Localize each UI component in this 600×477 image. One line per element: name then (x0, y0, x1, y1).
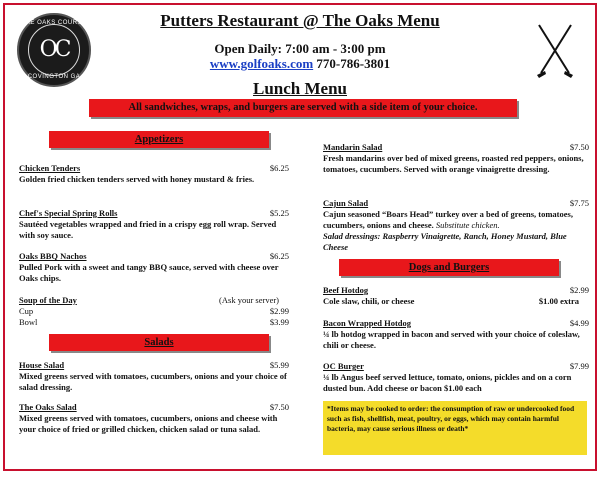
soup-cup-label: Cup (19, 306, 34, 316)
oaks-course-logo (17, 13, 91, 87)
opening-hours: Open Daily: 7:00 am - 3:00 pm (214, 41, 386, 56)
section-header-salads: Salads (49, 334, 269, 351)
menu-item-soup (19, 295, 289, 328)
salad-dressings: Salad dressings: Raspberry Vinaigrette, Ranch, Honey Mustard, Blue Cheese (323, 231, 567, 252)
soup-cup-price: $2.99 (269, 306, 289, 316)
item-price: $7.99 (569, 361, 589, 371)
item-name: House Salad (19, 360, 65, 370)
item-price: $7.50 (269, 402, 289, 412)
menu-title: Lunch Menu (253, 79, 347, 98)
item-description: ¼ lb hotdog wrapped in bacon and served with your choice of coleslaw, chili or cheese. (323, 329, 580, 350)
item-name: Oaks BBQ Nachos (19, 251, 87, 261)
section-header-dogs-burgers: Dogs and Burgers (339, 259, 559, 276)
item-substitute-note: Substitute chicken. (435, 220, 500, 230)
item-name: Mandarin Salad (323, 142, 383, 152)
item-price: $6.25 (269, 163, 289, 173)
menu-item-bbq-nachos (19, 251, 289, 284)
item-description: Cole slaw, chili, or cheese (323, 296, 415, 306)
item-name: Soup of the Day (19, 295, 77, 305)
menu-item-spring-rolls (19, 208, 289, 241)
item-description: Mixed greens served with tomatoes, cucumbers, onions and your choice of salad dressing. (19, 371, 287, 392)
item-price: $2.99 (569, 285, 589, 295)
item-name: Beef Hotdog (323, 285, 369, 295)
item-price: $7.75 (569, 198, 589, 208)
item-price: $4.99 (569, 318, 589, 328)
menu-item-beef-hotdog (323, 285, 589, 307)
menu-item-chicken-tenders (19, 163, 289, 185)
soup-bowl-price: $3.99 (269, 317, 289, 327)
item-name: Chef's Special Spring Rolls (19, 208, 118, 218)
item-description: Sautéed vegetables wrapped and fried in a crispy egg roll wrap. Served with soy sauce. (19, 219, 277, 240)
item-price: $7.50 (569, 142, 589, 152)
item-description: Mixed greens served with tomatoes, cucumbers, onions and cheese with your choice of fried or grilled chicken, chicken salad or tuna salad. (19, 413, 278, 434)
item-name: The Oaks Salad (19, 402, 77, 412)
page-title: Putters Restaurant @ The Oaks Menu (160, 11, 440, 30)
logo-bottom-text: COVINGTON GA (27, 74, 81, 80)
menu-item-oc-burger (323, 361, 589, 394)
menu-item-mandarin-salad (323, 142, 589, 175)
food-safety-notice: *Items may be cooked to order: the consumption of raw or undercooked food such as fish, shellfish, meat, poultry, or eggs, which may contain harmful bacteria, may cause serious illness or death* (323, 401, 587, 455)
item-name: Chicken Tenders (19, 163, 81, 173)
menu-item-oaks-salad (19, 402, 289, 435)
item-price: $5.25 (269, 208, 289, 218)
menu-page (3, 3, 597, 471)
item-price: $5.99 (269, 360, 289, 370)
item-name: Bacon Wrapped Hotdog (323, 318, 412, 328)
side-item-banner: All sandwiches, wraps, and burgers are served with a side item of your choice. (89, 99, 517, 117)
item-description: Fresh mandarins over bed of mixed greens, roasted red peppers, onions, tomatoes, cucumbers. Served with orange vinaigrette dressing. (323, 153, 584, 174)
phone-number: 770-786-3801 (316, 56, 391, 71)
logo-monogram: OC (39, 37, 69, 62)
item-price: $6.25 (269, 251, 289, 261)
menu-item-cajun-salad (323, 198, 589, 253)
item-extra-price: $1.00 extra (538, 296, 579, 306)
item-description: ¼ lb Angus beef served lettuce, tomato, onions, pickles and on a corn dusted bun. Add cheese or bacon $1.00 each (323, 372, 572, 393)
item-note: (Ask your server) (219, 295, 279, 305)
item-description: Cajun seasoned “Boars Head” turkey over a bed of greens, tomatoes, cucumbers, onions and cheese. Substitute chicken. (323, 209, 573, 230)
item-name: Cajun Salad (323, 198, 369, 208)
menu-item-house-salad (19, 360, 289, 393)
contact-line (105, 56, 495, 72)
golf-clubs-icon (535, 21, 575, 81)
item-description: Golden fried chicken tenders served with honey mustard & fries. (19, 174, 255, 184)
section-header-appetizers: Appetizers (49, 131, 269, 148)
item-name: OC Burger (323, 361, 364, 371)
website-link[interactable]: www.golfoaks.com (209, 56, 314, 71)
logo-top-text: THE OAKS COURSE (21, 20, 87, 26)
soup-bowl-label: Bowl (19, 317, 38, 327)
item-description: Pulled Pork with a sweet and tangy BBQ sauce, served with cheese over Oaks chips. (19, 262, 279, 283)
menu-item-bacon-hotdog (323, 318, 589, 351)
